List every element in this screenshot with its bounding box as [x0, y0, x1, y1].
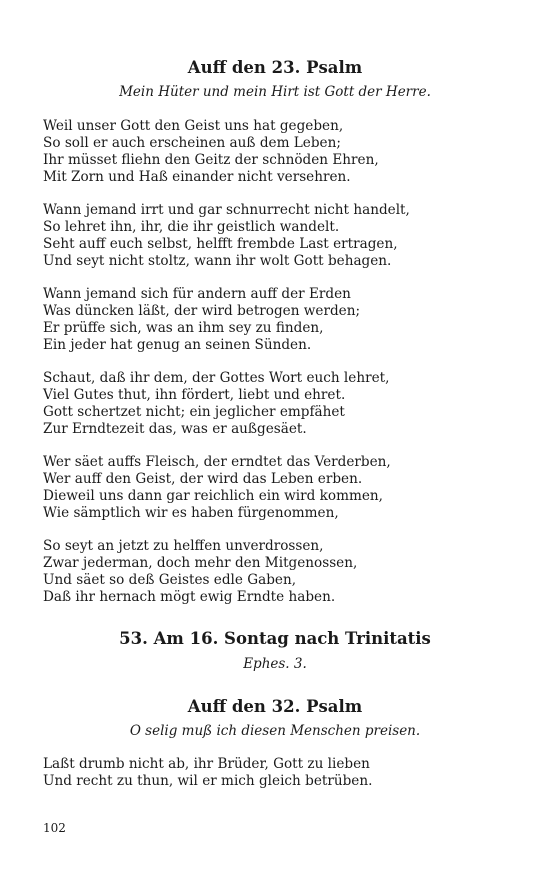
section-heading-psalm-23: Auff den 23. Psalm — [187, 58, 363, 77]
verse-line: Und recht zu thun, wil er mich gleich betrüben. — [43, 773, 373, 789]
verse-line: Wann jemand irrt und gar schnurrecht nicht handelt, — [43, 202, 410, 218]
stanza-1 — [43, 756, 523, 790]
verse-line: Und seyt nicht stoltz, wann ihr wolt Gott behagen. — [43, 253, 392, 269]
verse-line: Ihr müsset fliehn den Geitz der schnöden Ehren, — [43, 152, 379, 168]
verse-line: Er prüffe sich, was an ihm sey zu finden, — [43, 320, 324, 336]
stanza-1 — [43, 118, 523, 186]
section-heading-hymn-53: 53. Am 16. Sontag nach Trinitatis — [119, 629, 431, 648]
verse-line: Weil unser Gott den Geist uns hat gegeben, — [43, 118, 344, 134]
verse-line: Zur Erndtezeit das, was er außgesäet. — [43, 421, 307, 437]
verse-line: So seyt an jetzt zu helffen unverdrossen, — [43, 538, 324, 554]
section-subtitle-melody: O selig muß ich diesen Menschen preisen. — [129, 723, 421, 739]
verse-line: Daß ihr hernach mögt ewig Erndte haben. — [43, 589, 336, 605]
stanza-6 — [43, 538, 523, 606]
verse-line: Laßt drumb nicht ab, ihr Brüder, Gott zu lieben — [43, 756, 370, 772]
section-subtitle-melody: Mein Hüter und mein Hirt ist Gott der Herre. — [119, 84, 431, 100]
verse-line: Und säet so deß Geistes edle Gaben, — [43, 572, 297, 588]
verse-line: Was düncken läßt, der wird betrogen werden; — [43, 303, 361, 319]
stanza-4 — [43, 370, 523, 438]
verse-line: Schaut, daß ihr dem, der Gottes Wort euch lehret, — [43, 370, 390, 386]
verse-line: Zwar jederman, doch mehr den Mitgenossen, — [43, 555, 358, 571]
section-heading-psalm-32: Auff den 32. Psalm — [187, 697, 363, 716]
verse-line: Dieweil uns dann gar reichlich ein wird kommen, — [43, 488, 383, 504]
verse-line: Ein jeder hat genug an seinen Sünden. — [43, 337, 312, 353]
verse-line: Viel Gutes thut, ihn fördert, liebt und ehret. — [43, 387, 346, 403]
verse-line: So soll er auch erscheinen auß dem Leben; — [43, 135, 341, 151]
page-number: 102 — [43, 821, 66, 835]
verse-line: Wann jemand sich für andern auff der Erden — [43, 286, 351, 302]
verse-line: Mit Zorn und Haß einander nicht versehren. — [43, 169, 351, 185]
stanza-5 — [43, 454, 523, 522]
stanza-2 — [43, 202, 523, 270]
stanza-3 — [43, 286, 523, 354]
verse-line: So lehret ihn, ihr, die ihr geistlich wandelt. — [43, 219, 340, 235]
verse-line: Wer auff den Geist, der wird das Leben erben. — [43, 471, 363, 487]
section-subtitle-reference: Ephes. 3. — [243, 656, 307, 672]
verse-line: Wie sämptlich wir es haben fürgenommen, — [43, 505, 339, 521]
verse-line: Seht auff euch selbst, helfft frembde Last ertragen, — [43, 236, 398, 252]
verse-line: Gott schertzet nicht; ein jeglicher empfähet — [43, 404, 345, 420]
verse-line: Wer säet auffs Fleisch, der erndtet das Verderben, — [43, 454, 391, 470]
